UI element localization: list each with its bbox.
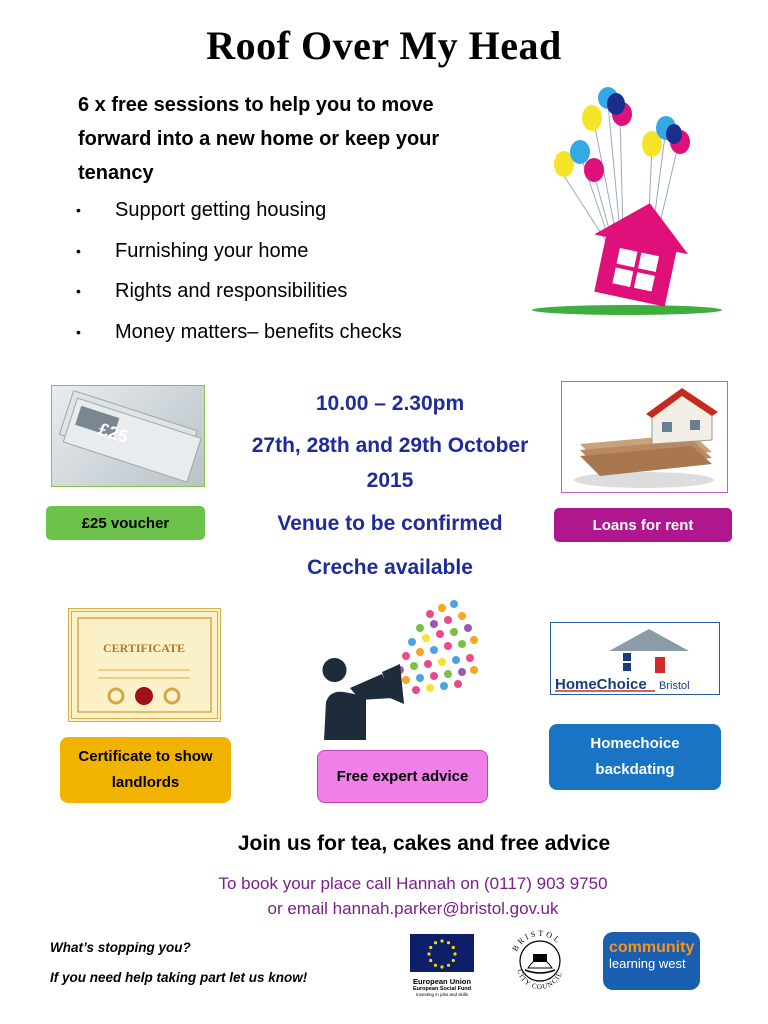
- join-heading: Join us for tea, cakes and free advice: [237, 832, 611, 855]
- community-learning-west-logo: [603, 932, 700, 990]
- bristol-city-council-logo: [503, 924, 577, 998]
- advice-badge: Free expert advice: [317, 750, 488, 803]
- list-item: • Support getting housing: [76, 199, 327, 221]
- list-item: • Furnishing your home: [76, 239, 309, 262]
- session-year: 2015: [366, 469, 414, 492]
- money-house-image: [561, 381, 728, 493]
- eu-logo-title: European Union: [413, 977, 471, 986]
- session-dates: 27th, 28th and 29th October: [251, 434, 529, 457]
- seal-bottom-text: CITY COUNCIL: [515, 968, 565, 992]
- homechoice-badge: Homechoice backdating: [549, 724, 721, 790]
- homechoice-logo-subtext: Bristol: [659, 680, 690, 692]
- eu-logo-subtitle: European Social Fund: [412, 986, 472, 992]
- footer-help: If you need help taking part let us know!: [50, 970, 308, 985]
- booking-phone: To book your place call Hannah on (0117) 903 9750: [218, 874, 608, 893]
- eu-logo: [410, 934, 474, 997]
- creche-text: Creche available: [307, 556, 473, 579]
- certificate-badge: Certificate to show landlords: [60, 737, 231, 803]
- bullet-list: [76, 194, 402, 356]
- seal-top-text: BRISTOL: [510, 928, 564, 953]
- balloon-house-icon: [528, 84, 728, 324]
- svg-text:CITY COUNCIL: [515, 968, 564, 991]
- footer-question: What’s stopping you?: [50, 940, 191, 955]
- booking-email[interactable]: or email hannah.parker@bristol.gov.uk: [267, 899, 559, 918]
- voucher-image: [51, 385, 205, 487]
- intro-text: 6 x free sessions to help you to move forward into a new home or keep your tenancy: [78, 94, 440, 184]
- eu-flag-icon: [410, 934, 474, 972]
- voucher-badge: £25 voucher: [46, 506, 205, 540]
- venue-text: Venue to be confirmed: [277, 512, 503, 535]
- certificate-heading: CERTIFICATE: [102, 641, 186, 655]
- megaphone-icon: [320, 594, 480, 742]
- homechoice-logo-text: HomeChoice: [555, 676, 647, 693]
- list-item: • Rights and responsibilities: [76, 280, 348, 302]
- list-item: • Money matters– benefits checks: [76, 320, 402, 343]
- session-time: 10.00 – 2.30pm: [315, 392, 465, 415]
- clw-logo-line1: community: [609, 939, 695, 956]
- voucher-card-text: £25: [96, 418, 131, 448]
- eu-logo-tagline: Investing in jobs and skills: [415, 992, 469, 997]
- clw-logo-line2: learning west: [609, 956, 686, 971]
- page-title: Roof Over My Head: [206, 23, 562, 68]
- loans-badge: Loans for rent: [554, 508, 732, 542]
- certificate-image: [68, 608, 221, 722]
- homechoice-logo: [550, 622, 720, 695]
